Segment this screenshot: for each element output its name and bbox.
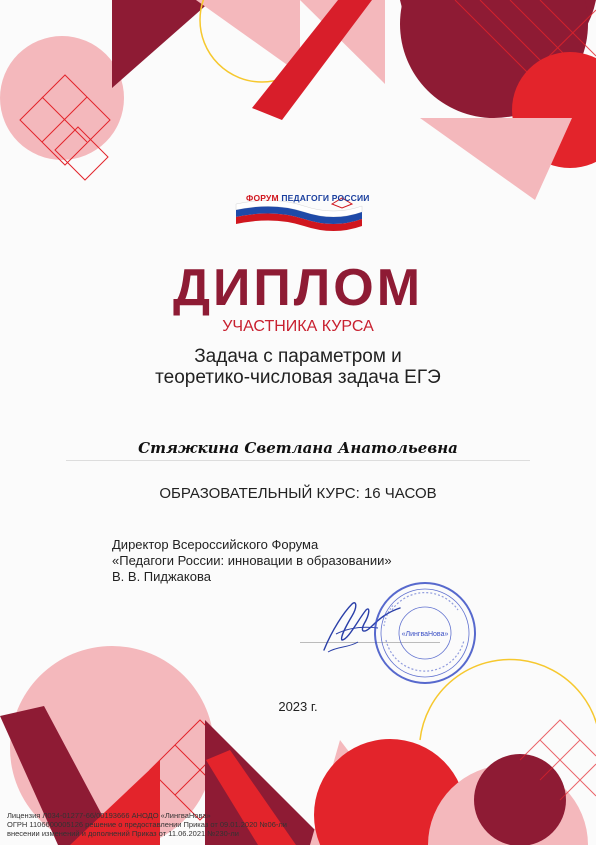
deco-pink-triangle-top xyxy=(196,0,300,74)
course-hours: ОБРАЗОВАТЕЛЬНЫЙ КУРС: 16 ЧАСОВ xyxy=(159,485,437,502)
director-line-1: Директор Всероссийского Форума xyxy=(112,537,319,552)
issue-year: 2023 г. xyxy=(278,699,318,714)
name-underline xyxy=(66,460,530,461)
director-line-3: В. В. Пиджакова xyxy=(112,569,211,584)
course-title-line-2: теоретико-числовая задача ЕГЭ xyxy=(155,367,441,388)
license-info xyxy=(7,811,287,838)
forum-logo xyxy=(234,192,370,232)
course-title-line-1: Задача с параметром и xyxy=(194,346,402,367)
director-line-2: «Педагоги России: инновации в образовании» xyxy=(112,553,392,568)
course-title xyxy=(0,346,596,388)
director-block xyxy=(112,537,392,585)
diploma-subtitle: УЧАСТНИКА КУРСА xyxy=(222,318,374,335)
logo-text: ФОРУМ ПЕДАГОГИ РОССИИ xyxy=(246,193,370,203)
deco-maroon-triangle-top xyxy=(112,0,212,88)
license-line-1: Лицензия Л034-01277-66/00193666 АНОДО «ЛингваНова» xyxy=(7,811,211,820)
license-line-2: ОГРН 1106600005126 решение о предоставлении Приказ от 09.01.2020 №06-ли xyxy=(7,820,287,829)
stamp-center-text: «ЛингваНова» xyxy=(401,631,449,638)
recipient-name: Стяжкина Светлана Анатольевна xyxy=(138,439,458,457)
deco-pink-circle-top-left xyxy=(0,36,124,160)
diploma-title: ДИПЛОМ xyxy=(172,259,424,317)
license-line-3: внесении изменений и дополнений Приказ от 11.06.2021 №230-ли xyxy=(7,829,239,838)
official-stamp xyxy=(372,580,478,686)
deco-pink-triangle-right xyxy=(420,118,572,200)
